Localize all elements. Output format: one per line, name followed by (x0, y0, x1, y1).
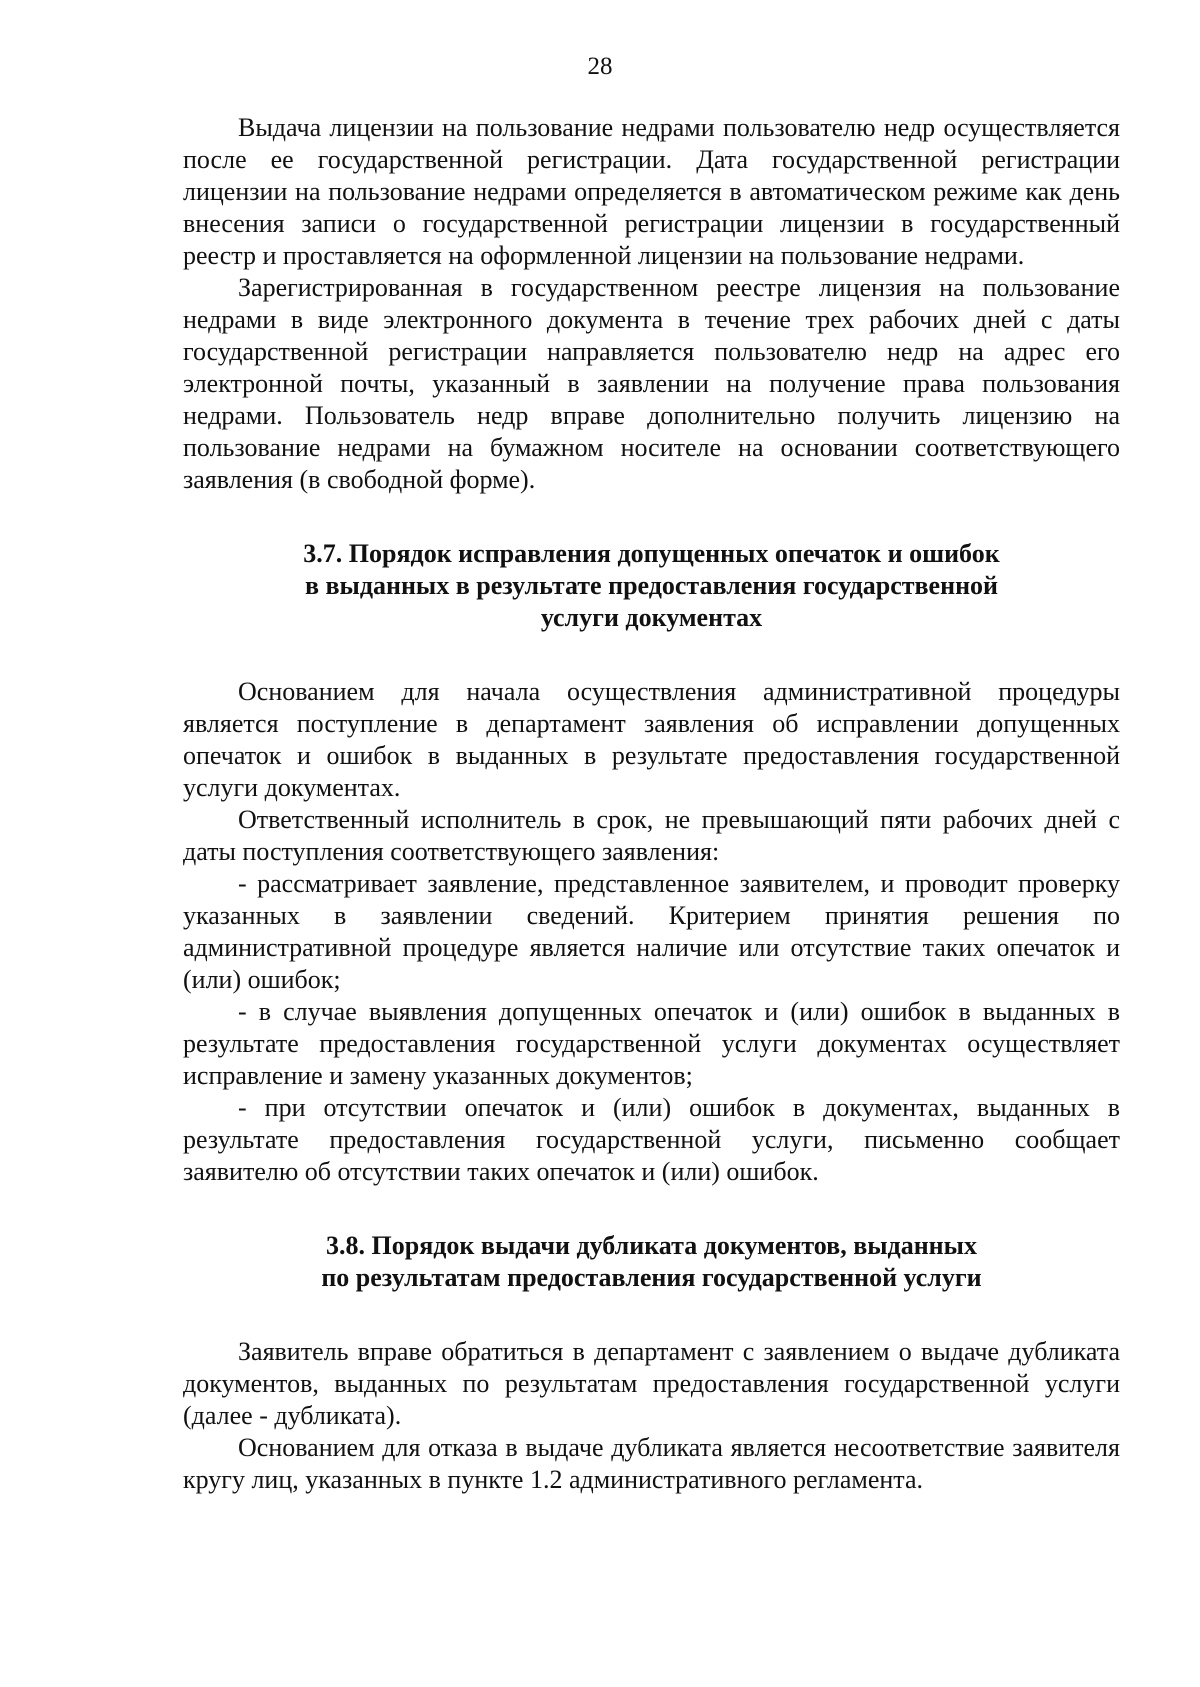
list-item-review: - рассматривает заявление, представленное заявителем, и проводит проверку указанных в заявлении сведений. Критерием принятия решения по административной процедуре является наличие или отсутствие таких опечаток и (или) ошибок; (183, 869, 1120, 994)
heading-line: в выданных в результате предоставления государственной (304, 571, 999, 600)
paragraph-executor-deadline: Ответственный исполнитель в срок, не превышающий пяти рабочих дней с даты поступления соответствующего заявления: (183, 805, 1120, 866)
paragraph-duplicate-refusal: Основанием для отказа в выдаче дубликата является несоответствие заявителя кругу лиц, указанных в пункте 1.2 административного регламента. (183, 1433, 1120, 1494)
heading-line: услуги документах (540, 603, 763, 632)
heading-line: 3.8. Порядок выдачи дубликата документов, выданных (326, 1231, 977, 1260)
spacer (183, 1188, 1120, 1230)
paragraph-procedure-basis: Основанием для начала осуществления административной процедуры является поступление в департамент заявления об исправлении допущенных опечаток и ошибок в выданных в результате предоставления государственной услуги документах. (183, 677, 1120, 802)
list-item-no-errors: - при отсутствии опечаток и (или) ошибок в документах, выданных в результате предоставления государственной услуги, письменно сообщает заявителю об отсутствии таких опечаток и (или) ошибок. (183, 1093, 1120, 1186)
heading-line: по результатам предоставления государственной услуги (321, 1263, 982, 1292)
paragraph-license-electronic: Зарегистрированная в государственном реестре лицензия на пользование недрами в виде электронного документа в течение трех рабочих дней с даты государственной регистрации направляется пользователю недр на адрес его электронной почты, указанный в заявлении на получение права пользования недрами. Пользователь недр вправе дополнительно получить лицензию на пользование недрами на бумажном носителе на основании соответствующего заявления (в свободной форме). (183, 273, 1120, 494)
paragraph-license-issuance: Выдача лицензии на пользование недрами пользователю недр осуществляется после ее государственной регистрации. Дата государственной регистрации лицензии на пользование недрами определяется в автоматическом режиме как день внесения записи о государственной регистрации лицензии в государственный реестр и проставляется на оформленной лицензии на пользование недрами. (183, 113, 1120, 270)
heading-line: 3.7. Порядок исправления допущенных опечаток и ошибок (303, 539, 1000, 568)
page-number: 28 (587, 53, 613, 80)
spacer (183, 496, 1120, 538)
section-heading-3-8 (183, 1230, 1120, 1294)
document-body (183, 112, 1120, 1496)
paragraph-duplicate-request: Заявитель вправе обратиться в департамент с заявлением о выдаче дубликата документов, выданных по результатам предоставления государственной услуги (далее - дубликата). (183, 1337, 1120, 1430)
section-heading-3-7 (183, 538, 1120, 634)
spacer (183, 634, 1120, 676)
spacer (183, 1294, 1120, 1336)
list-item-correction: - в случае выявления допущенных опечаток и (или) ошибок в выданных в результате предоставления государственной услуги документах осуществляет исправление и замену указанных документов; (183, 997, 1120, 1090)
